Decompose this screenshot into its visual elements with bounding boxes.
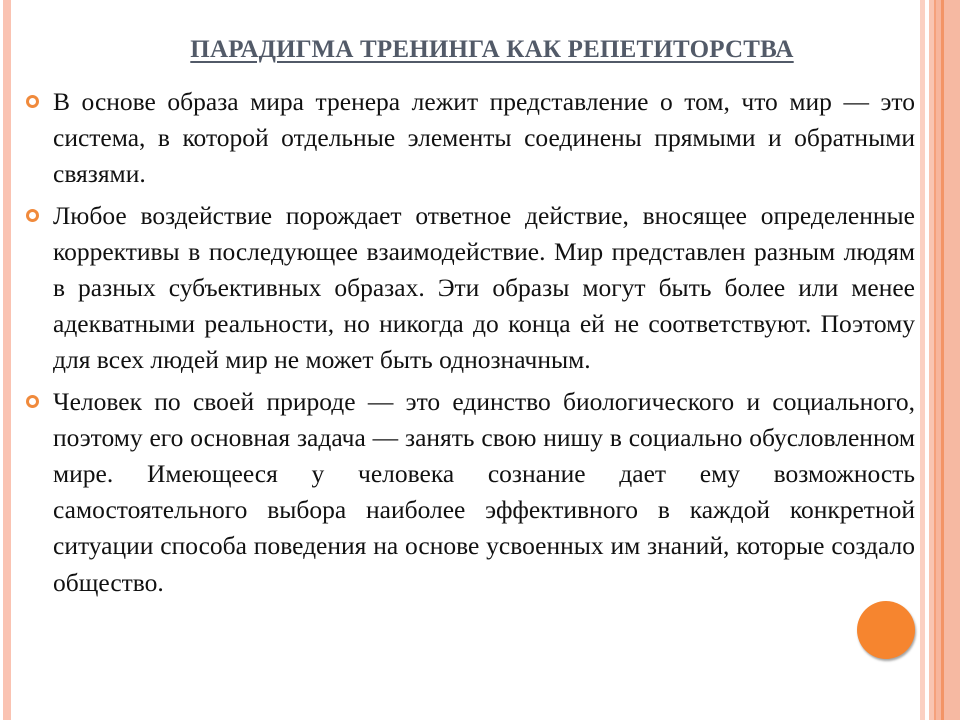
- bullet-text: Человек по своей природе — это единство биологического и социального, поэтому его основная задача — занять свою нишу в социально обусловленном мире. Имеющееся у человека сознание дает ему возможность самостоятельного выбора наиболее эффективного в каждой конкретной ситуации способа поведения на основе усвоенных им знаний, которые создало общество.: [53, 386, 915, 597]
- bullet-item: [22, 198, 915, 379]
- bullet-text: Любое воздействие порождает ответное действие, вносящее определенные коррективы в последующее взаимодействие. Мир представлен разным людям в разных субъективных образах. Эти образы могут быть более или менее адекватными реальности, но никогда до конца ей не соответствуют. Поэтому для всех людей мир не может быть однозначным.: [53, 200, 915, 375]
- orange-circle-decoration: [857, 601, 915, 659]
- ring-bullet-icon: [26, 95, 39, 108]
- ring-bullet-icon: [26, 395, 39, 408]
- bullet-text: В основе образа мира тренера лежит представление о том, что мир — это система, в которой отдельные элементы соединены прямыми и обратными связями.: [53, 87, 915, 189]
- right-border-decoration: [920, 0, 960, 720]
- bullet-item: [22, 84, 915, 193]
- bullet-list: [22, 84, 915, 606]
- slide-title: ПАРАДИГМА ТРЕНИНГА КАК РЕПЕТИТОРСТВА: [190, 36, 794, 63]
- left-border-strip: [3, 0, 11, 720]
- bullet-item: [22, 384, 915, 601]
- ring-bullet-icon: [26, 209, 39, 222]
